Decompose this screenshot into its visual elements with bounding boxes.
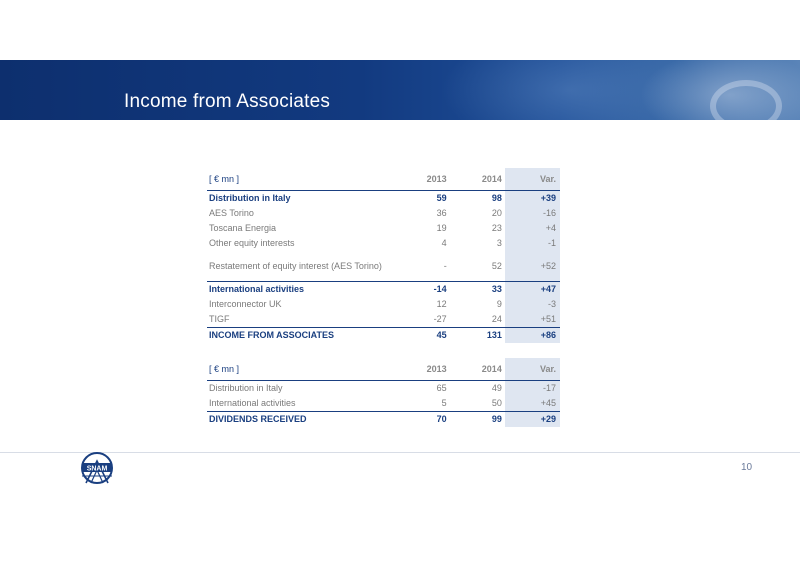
table-row xyxy=(207,381,560,397)
row-label: INCOME FROM ASSOCIATES xyxy=(207,328,395,344)
value-2014: 20 xyxy=(491,208,502,218)
unit-label: [ € mn ] xyxy=(209,364,240,374)
value-2014: 52 xyxy=(491,261,502,271)
value-2013: 45 xyxy=(395,328,450,344)
row-label: Distribution in Italy xyxy=(207,191,395,207)
value-2014: 98 xyxy=(450,191,505,207)
table-row xyxy=(207,251,560,282)
table-row xyxy=(207,282,560,298)
table-row xyxy=(207,206,560,221)
unit-label: [ € mn ] xyxy=(209,174,240,184)
column-header-var: Var. xyxy=(505,168,560,191)
row-label: DIVIDENDS RECEIVED xyxy=(207,412,394,428)
dividends-table xyxy=(207,358,560,427)
total-row xyxy=(207,328,560,344)
value-2013: - xyxy=(443,261,447,271)
total-row xyxy=(207,412,560,428)
page-number: 10 xyxy=(741,462,753,473)
table-row xyxy=(207,396,560,412)
column-header-2013: 2013 xyxy=(426,174,447,184)
value-var: +86 xyxy=(505,328,560,344)
column-header-2013: 2013 xyxy=(426,364,447,374)
snam-logo xyxy=(80,443,114,493)
value-2014: 50 xyxy=(491,398,502,408)
value-var: +29 xyxy=(505,412,560,428)
table-header-row xyxy=(207,358,560,381)
value-2014: 9 xyxy=(496,299,502,309)
value-var: +47 xyxy=(505,282,560,298)
header-banner xyxy=(0,60,800,120)
value-var: +52 xyxy=(505,251,560,282)
value-2013: 4 xyxy=(441,238,447,248)
value-2013: 65 xyxy=(394,381,449,397)
logo-text: SNAM xyxy=(86,465,108,473)
row-label: Restatement of equity interest (AES Torino) xyxy=(209,261,382,271)
row-label: TIGF xyxy=(209,314,230,324)
row-label: Other equity interests xyxy=(209,238,295,248)
value-2014: 3 xyxy=(496,238,502,248)
value-var: -3 xyxy=(505,297,560,312)
value-2013: 36 xyxy=(436,208,447,218)
column-header-var: Var. xyxy=(505,358,560,381)
table-header-row xyxy=(207,168,560,191)
row-label: Toscana Energia xyxy=(209,223,277,233)
value-2013: 59 xyxy=(395,191,450,207)
table-row xyxy=(207,297,560,312)
row-label: Distribution in Italy xyxy=(207,381,394,397)
table-row xyxy=(207,221,560,236)
value-var: +4 xyxy=(505,221,560,236)
income-table xyxy=(207,168,560,343)
value-var: -17 xyxy=(505,381,560,397)
value-2013: 70 xyxy=(394,412,449,428)
row-label: International activities xyxy=(209,398,296,408)
value-2014: 33 xyxy=(450,282,505,298)
value-var: +51 xyxy=(505,312,560,328)
value-2014: 131 xyxy=(450,328,505,344)
row-label: Interconnector UK xyxy=(209,299,282,309)
column-header-2014: 2014 xyxy=(481,364,502,374)
value-2013: 19 xyxy=(436,223,447,233)
page-title: Income from Associates xyxy=(124,91,331,112)
value-var: +45 xyxy=(505,396,560,412)
table-row xyxy=(207,191,560,207)
value-var: +39 xyxy=(505,191,560,207)
value-2013: 5 xyxy=(441,398,447,408)
row-label: International activities xyxy=(207,282,395,298)
value-2013: -27 xyxy=(433,314,447,324)
table-row xyxy=(207,312,560,328)
value-2014: 49 xyxy=(450,381,505,397)
value-2014: 23 xyxy=(491,223,502,233)
row-label: AES Torino xyxy=(209,208,254,218)
table-row xyxy=(207,236,560,251)
value-var: -1 xyxy=(505,236,560,251)
value-var: -16 xyxy=(505,206,560,221)
value-2013: 12 xyxy=(436,299,447,309)
column-header-2014: 2014 xyxy=(481,174,502,184)
value-2014: 24 xyxy=(491,314,502,324)
value-2014: 99 xyxy=(450,412,505,428)
value-2013: -14 xyxy=(395,282,450,298)
footer-divider xyxy=(0,452,800,453)
